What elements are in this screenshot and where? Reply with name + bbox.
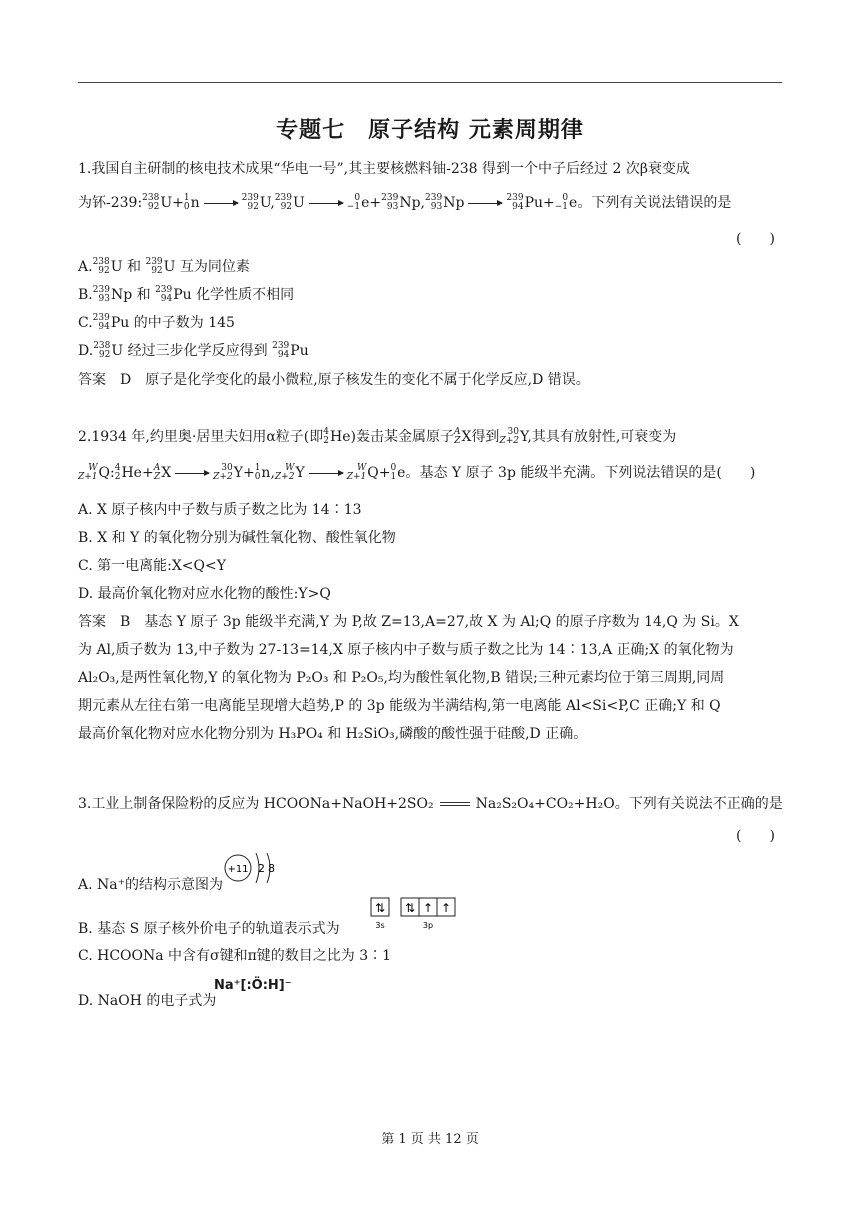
q3-option-a: A. Na⁺的结构示意图为 xyxy=(78,877,223,893)
orbital-label-3p: 3p xyxy=(422,921,434,930)
svg-text:⇅: ⇅ xyxy=(404,901,416,915)
q2-stem-line2: W Z+1 Q: 4 2 He+ A Z X 30 Z+2 Y+ 1 0 n, W Z+2 Y W Z+1 Q+ 0 1 e。基态 Y 原子 3p 能级半充满。下列说法错误的是( ) xyxy=(78,463,756,482)
q2-answer-line2: 为 Al,质子数为 13,中子数为 27-13=14,X 原子核内中子数与质子数之比为 14∶13,A 正确;X 的氧化物为 xyxy=(78,642,734,658)
reaction-arrow xyxy=(468,203,502,204)
shell-2-count: 8 xyxy=(268,862,275,875)
q2-answer-line3: Al₂O₃,是两性氧化物,Y 的氧化物为 P₂O₃ 和 P₂O₅,均为酸性氧化物,B 错误;三种元素均位于第三周期,同周 xyxy=(78,670,725,686)
q2-answer-line4: 期元素从左往右第一电离能呈现增大趋势,P 的 3p 能级为半满结构,第一电离能 Al<Si<P,C 正确;Y 和 Q xyxy=(78,698,721,714)
q3-option-b: B. 基态 S 原子核外价电子的轨道表示式为 xyxy=(78,921,340,937)
reaction-arrow xyxy=(204,203,238,204)
header-rule xyxy=(78,82,782,83)
q1-option-a: A. 238 92 U 和 239 92 U 互为同位素 xyxy=(78,257,250,276)
q2-answer-line5: 最高价氧化物对应水化物分别为 H₃PO₄ 和 H₂SiO₃,磷酸的酸性强于硅酸,D 正确。 xyxy=(78,726,588,742)
q1-option-b: B. 239 93 Np 和 239 94 Pu 化学性质不相同 xyxy=(78,285,295,304)
q1-answer: 答案 D 原子是化学变化的最小微粒,原子核发生的变化不属于化学反应,D 错误。 xyxy=(78,372,590,388)
page-footer: 第 1 页 共 12 页 xyxy=(381,1132,479,1147)
nucleus-charge: +11 xyxy=(227,864,249,875)
svg-text:↑: ↑ xyxy=(440,901,452,915)
reaction-arrow xyxy=(175,473,209,474)
q1-option-d: D. 238 92 U 经过三步化学反应得到 239 94 Pu xyxy=(78,341,309,360)
q3-answer-paren: ( ) xyxy=(736,828,775,844)
q2-option-c: C. 第一电离能:X<Q<Y xyxy=(78,558,226,574)
q2-stem-line1: 2.1934 年,约里奥·居里夫妇用α粒子(即 4 2 He)轰击某金属原子 A Z X得到 30 Z+2 Y,其具有放射性,可衰变为 xyxy=(78,427,677,446)
orbital-label-3s: 3s xyxy=(375,921,385,930)
reaction-arrow xyxy=(309,473,343,474)
q3-option-c: C. HCOONa 中含有σ键和π键的数目之比为 3∶1 xyxy=(78,948,392,964)
q1-stem-line2: 为钚-239: 238 92 U+ 1 0 n 239 92 U, 239 92 U 0 −1 e+ 239 93 Np, 239 93 Np 239 94 Pu+ 0 −1 e。下列有关说法错误的是 xyxy=(78,193,732,212)
q2-answer-line1: 答案 B 基态 Y 原子 3p 能级半充满,Y 为 P,故 Z=13,A=27,故 X 为 Al;Q 的原子序数为 14,Q 为 Si。X xyxy=(78,614,739,630)
q1-stem-line1: 1.我国自主研制的核电技术成果“华电一号”,其主要核燃料铀-238 得到一个中子后经过 2 次β衰变成 xyxy=(78,161,690,177)
q1-answer-paren: ( ) xyxy=(736,231,775,247)
svg-text:↑: ↑ xyxy=(422,901,434,915)
naoh-electron-formula: Na⁺[:Ö:H]⁻ xyxy=(214,978,292,993)
q3-stem: 3.工业上制备保险粉的反应为 HCOONa+NaOH+2SO₂ Na₂S₂O₄+CO₂+H₂O。下列有关说法不正确的是 xyxy=(78,796,783,812)
svg-text:⇅: ⇅ xyxy=(374,901,386,915)
reaction-arrow xyxy=(309,203,343,204)
na-ion-structure-diagram xyxy=(220,848,280,888)
q1-option-c: C. 239 94 Pu 的中子数为 145 xyxy=(78,313,235,332)
orbital-diagram xyxy=(370,897,460,931)
q2-option-a: A. X 原子核内中子数与质子数之比为 14∶13 xyxy=(78,502,362,518)
page-title: 专题七 原子结构 元素周期律 xyxy=(276,118,584,143)
q2-option-d: D. 最高价氧化物对应水化物的酸性:Y>Q xyxy=(78,586,331,602)
q2-option-b: B. X 和 Y 的氧化物分别为碱性氧化物、酸性氧化物 xyxy=(78,530,396,546)
equals-sign xyxy=(440,802,470,806)
shell-1-count: 2 xyxy=(258,862,265,875)
q3-option-d: D. NaOH 的电子式为 xyxy=(78,993,217,1009)
